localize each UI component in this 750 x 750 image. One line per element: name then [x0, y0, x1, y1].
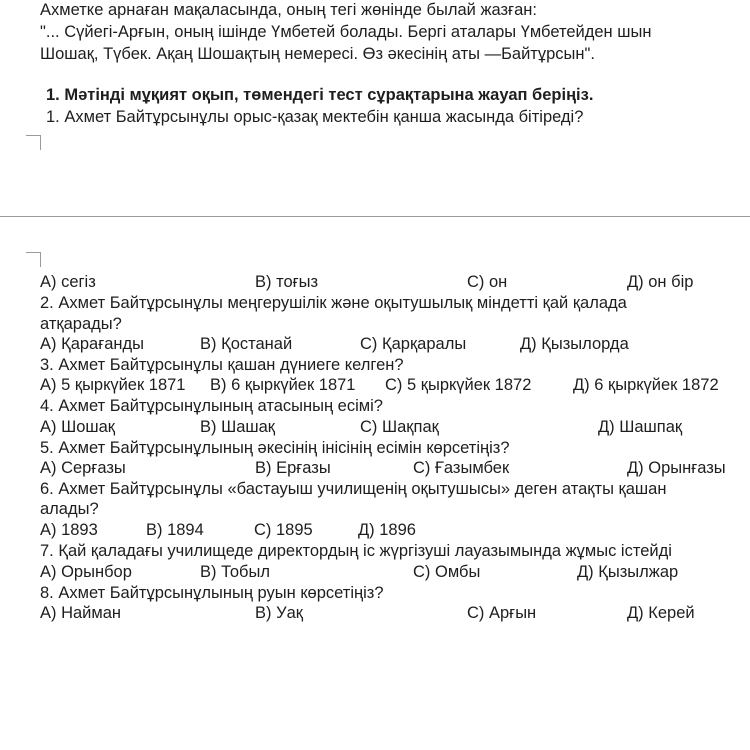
q1-option-b: В) тоғыз — [255, 273, 319, 291]
q5-option-b: В) Ерғазы — [255, 459, 331, 477]
q3-option-c: С) 5 қыркүйек 1872 — [385, 376, 532, 394]
question-5: 5. Ахмет Байтұрсынұлының әкесінің інісінің есімін көрсетіңіз? — [40, 439, 510, 457]
question-3: 3. Ахмет Байтұрсынұлы қашан дүниеге келген? — [40, 356, 404, 374]
q7-option-d: Д) Қызылжар — [577, 563, 679, 581]
question-4: 4. Ахмет Байтұрсынұлының атасының есімі? — [40, 397, 383, 415]
q5-option-d: Д) Орынғазы — [627, 459, 726, 477]
task-question-1: 1. Ахмет Байтұрсынұлы орыс-қазақ мектебін қанша жасында бітіреді? — [46, 108, 584, 126]
page-divider — [0, 216, 750, 217]
q6-option-a: А) 1893 — [40, 521, 98, 539]
q6-option-d: Д) 1896 — [358, 521, 416, 539]
q8-option-b: В) Уақ — [255, 604, 303, 622]
q2-option-c: С) Қарқаралы — [360, 335, 467, 353]
page-corner-mark-bottom — [26, 252, 41, 267]
q3-option-b: В) 6 қыркүйек 1871 — [210, 376, 356, 394]
q1-option-c: С) он — [467, 273, 508, 291]
q8-option-c: С) Арғын — [467, 604, 537, 622]
q3-option-a: А) 5 қыркүйек 1871 — [40, 376, 186, 394]
intro-line-2: "... Сүйегі-Арғын, оның ішінде Үмбетей болады. Бергі аталары Үмбетейден шын — [40, 23, 652, 41]
q6-option-c: С) 1895 — [254, 521, 313, 539]
question-6-line-2: алады? — [40, 500, 99, 518]
q4-option-d: Д) Шашпақ — [598, 418, 683, 436]
question-7: 7. Қай қаладағы училищеде директордың іс жүргізуші лауазымында жұмыс істейді — [40, 542, 672, 560]
q1-option-a: А) сегіз — [40, 273, 96, 291]
q4-option-b: В) Шашақ — [200, 418, 276, 436]
q4-option-c: С) Шақпақ — [360, 418, 439, 436]
q8-option-d: Д) Керей — [627, 604, 695, 622]
q5-option-a: А) Серғазы — [40, 459, 126, 477]
task-heading: 1. Мәтінді мұқият оқып, төмендегі тест сұрақтарына жауап беріңіз. — [46, 86, 594, 104]
q2-option-d: Д) Қызылорда — [520, 335, 629, 353]
intro-line-1: Ахметке арнаған мақаласында, оның тегі жөнінде былай жазған: — [40, 1, 537, 19]
q2-option-a: А) Қарағанды — [40, 335, 145, 353]
q6-option-b: В) 1894 — [146, 521, 204, 539]
page-corner-mark-top — [26, 135, 41, 150]
q8-option-a: А) Найман — [40, 604, 122, 622]
q7-option-c: С) Омбы — [413, 563, 481, 581]
q4-option-a: А) Шошақ — [40, 418, 116, 436]
question-8: 8. Ахмет Байтұрсынұлының руын көрсетіңіз? — [40, 584, 384, 602]
question-2-line-2: атқарады? — [40, 315, 122, 333]
question-6-line-1: 6. Ахмет Байтұрсынұлы «бастауыш училищенің оқытушысы» деген атақты қашан — [40, 480, 667, 498]
q7-option-a: А) Орынбор — [40, 563, 132, 581]
q1-option-d: Д) он бір — [627, 273, 694, 291]
q5-option-c: С) Ғазымбек — [413, 459, 510, 477]
q2-option-b: В) Қостанай — [200, 335, 293, 353]
intro-line-3: Шошақ, Түбек. Ақаң Шошақтың немересі. Өз әкесінің аты —Байтұрсын". — [40, 45, 595, 63]
question-2-line-1: 2. Ахмет Байтұрсынұлы меңгерушілік және оқытушылық міндетті қай қалада — [40, 294, 627, 312]
q7-option-b: В) Тобыл — [200, 563, 270, 581]
q3-option-d: Д) 6 қыркүйек 1872 — [573, 376, 719, 394]
